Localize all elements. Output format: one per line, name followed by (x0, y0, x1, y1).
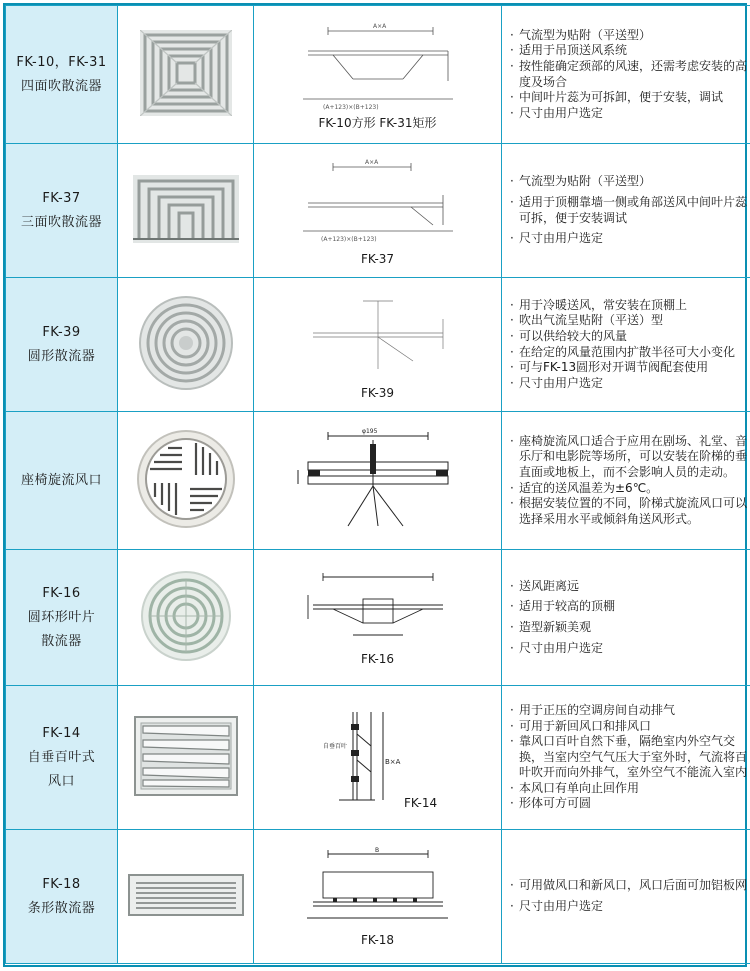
product-type: 圆环形叶片 (27, 609, 96, 625)
product-photo (118, 550, 254, 686)
list-item: · 送风距离远 (510, 579, 750, 595)
drawing-cell (254, 144, 502, 278)
table-row (6, 550, 750, 686)
list-item: · 适用于吊顶送风系统 (510, 43, 750, 59)
product-type: 三面吹散流器 (20, 214, 102, 230)
product-name-cell (6, 830, 118, 964)
features-cell (502, 412, 750, 550)
svg-text:B×A: B×A (384, 757, 400, 766)
linear-diffuser-drawing (293, 846, 463, 932)
list-item: · 用于正压的空调房间自动排气 (510, 703, 750, 719)
list-item: · 适用于较高的顶棚 (510, 599, 750, 615)
list-item: · 尺寸由用户选定 (510, 899, 750, 915)
product-code: FK-14 (42, 725, 81, 741)
list-item: · 尺寸由用户选定 (510, 231, 750, 247)
table-row (6, 686, 750, 830)
list-item: · 座椅旋流风口适合于应用在剧场、礼堂、音乐厅和电影院等场所，可以安装在阶梯的垂直面或地板上，而不会影响人员的走动。 (510, 434, 750, 481)
product-code: FK-37 (42, 190, 81, 206)
features-cell (502, 278, 750, 412)
drawing-cell (254, 550, 502, 686)
product-name-cell (6, 6, 118, 144)
product-photo (118, 278, 254, 412)
product-code: FK-16 (42, 585, 81, 601)
drawing-cell (254, 412, 502, 550)
features-cell (502, 830, 750, 964)
product-type: 自垂百叶式 (27, 749, 96, 765)
feature-list (510, 434, 750, 528)
ring-diffuser-drawing (293, 569, 463, 651)
svg-text:A×A: A×A (364, 158, 378, 166)
gravity-louver-image (134, 716, 238, 796)
drawing-cell (254, 278, 502, 412)
table-row (6, 6, 750, 144)
list-item: · 尺寸由用户选定 (510, 106, 750, 122)
list-item: · 气流型为贴附（平送型） (510, 28, 750, 44)
drawing-caption: FK-37 (360, 251, 395, 266)
product-code: FK-10，FK-31 (16, 54, 107, 70)
drawing-caption: FK-18 (360, 932, 395, 947)
product-name-cell (6, 550, 118, 686)
round-diffuser-drawing (293, 289, 463, 385)
product-name-cell (6, 686, 118, 830)
product-type: 四面吹散流器 (20, 78, 102, 94)
table-row (6, 278, 750, 412)
list-item: · 适用于顶棚靠墙一侧或角部送风中间叶片蕊可拆，便于安装调试 (510, 195, 750, 226)
svg-text:φ195: φ195 (361, 427, 377, 435)
svg-text:自垂百叶: 自垂百叶 (322, 742, 347, 750)
table-row (6, 412, 750, 550)
drawing-cell (254, 6, 502, 144)
product-type: 座椅旋流风口 (20, 472, 102, 488)
features-cell (502, 686, 750, 830)
list-item: · 造型新颖美观 (510, 620, 750, 636)
features-cell (502, 144, 750, 278)
list-item: · 可以供给较大的风量 (510, 329, 750, 345)
feature-list (510, 174, 750, 246)
list-item: · 中间叶片蕊为可拆卸，便于安装，调试 (510, 90, 750, 106)
product-table (5, 5, 750, 964)
drawing-caption: FK-39 (360, 385, 395, 400)
list-item: · 可用于新回风口和排风口 (510, 719, 750, 735)
list-item: · 气流型为贴附（平送型） (510, 174, 750, 190)
svg-text:B: B (374, 846, 379, 854)
product-type: 风口 (47, 773, 75, 789)
product-photo (118, 144, 254, 278)
features-cell (502, 6, 750, 144)
product-code: FK-39 (42, 324, 81, 340)
list-item: · 按性能确定颈部的风速，还需考虑安装的高度及场合 (510, 59, 750, 90)
product-photo (118, 6, 254, 144)
feature-list (510, 579, 750, 656)
list-item: · 可用做风口和新风口，风口后面可加铝板网 (510, 878, 750, 894)
three-way-diffuser-drawing (293, 155, 463, 251)
product-photo (118, 686, 254, 830)
product-name-cell (6, 144, 118, 278)
product-type: 条形散流器 (27, 900, 96, 916)
product-type: 散流器 (41, 633, 82, 649)
drawing-cell (254, 686, 502, 830)
features-cell (502, 550, 750, 686)
linear-diffuser-image (128, 874, 244, 916)
seat-swirl-outlet-image (136, 429, 236, 529)
list-item: · 可与FK-13圆形对开调节阀配套使用 (510, 360, 750, 376)
list-item: · 根据安装位置的不同，阶梯式旋流风口可以选择采用水平或倾斜角送风形式。 (510, 496, 750, 527)
product-code: FK-18 (42, 876, 81, 892)
feature-list (510, 703, 750, 812)
square-diffuser-drawing (293, 19, 463, 115)
table-row (6, 144, 750, 278)
table-row (6, 830, 750, 964)
product-name-cell (6, 278, 118, 412)
drawing-caption: FK-14 (404, 796, 438, 810)
drawing-caption: FK-10方形 FK-31矩形 (318, 115, 437, 130)
drawing-caption: FK-16 (360, 651, 395, 666)
list-item: · 本风口有单向止回作用 (510, 781, 750, 797)
list-item: · 用于冷暖送风，常安装在顶棚上 (510, 298, 750, 314)
square-diffuser-image (140, 30, 232, 116)
product-type: 圆形散流器 (27, 348, 96, 364)
seat-swirl-outlet-drawing (288, 426, 468, 536)
product-name-cell (6, 412, 118, 550)
svg-text:A×A: A×A (372, 22, 386, 30)
ring-diffuser-image (140, 570, 232, 662)
list-item: · 尺寸由用户选定 (510, 641, 750, 657)
drawing-cell (254, 830, 502, 964)
round-diffuser-image (138, 295, 234, 391)
product-photo (118, 830, 254, 964)
product-photo (118, 412, 254, 550)
svg-text:(A+123)×(B+123): (A+123)×(B+123) (320, 235, 377, 243)
list-item: · 尺寸由用户选定 (510, 376, 750, 392)
svg-text:(A+123)×(B+123): (A+123)×(B+123) (322, 103, 379, 111)
list-item: · 形体可方可圆 (510, 796, 750, 812)
list-item: · 在给定的风量范围内扩散半径可大小变化 (510, 345, 750, 361)
list-item: · 吹出气流呈贴附（平送）型 (510, 313, 750, 329)
list-item: · 靠风口百叶自然下垂，隔绝室内外空气交换，当室内空气气压大于室外时，气流将百叶吹开而向外排气，室外空气不能流入室内 (510, 734, 750, 781)
feature-list (510, 28, 750, 122)
list-item: · 适宜的送风温差为±6℃。 (510, 481, 750, 497)
three-way-diffuser-image (133, 175, 239, 243)
feature-list (510, 878, 750, 914)
feature-list (510, 298, 750, 392)
